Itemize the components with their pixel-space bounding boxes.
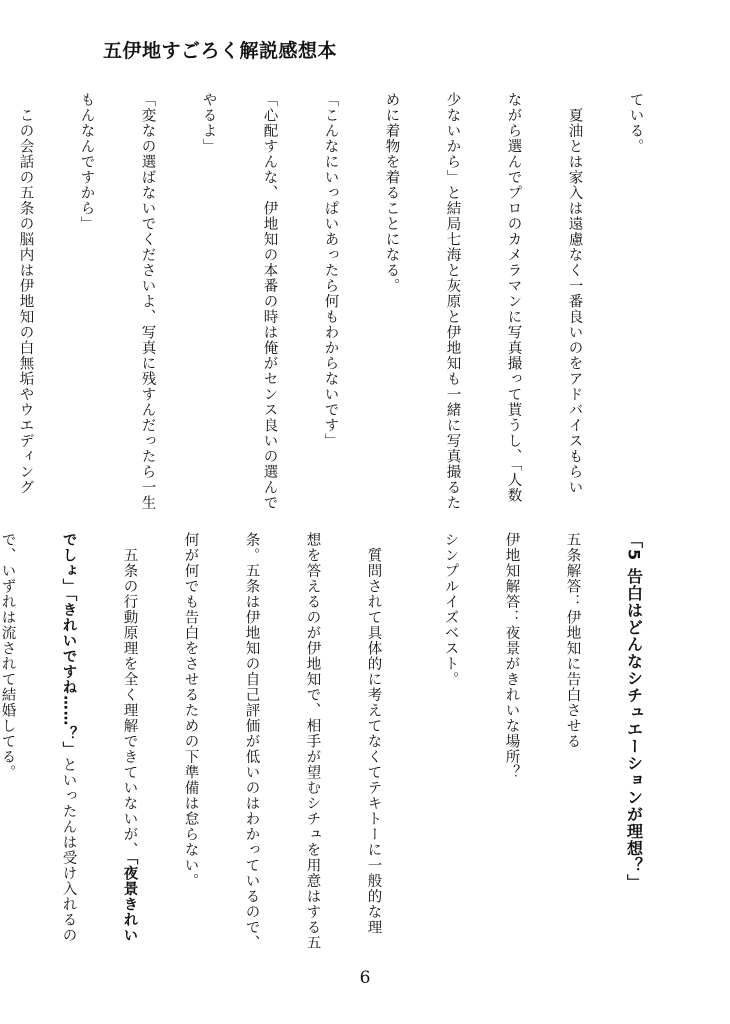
text-fragment: といったんは受け入れるの: [60, 757, 77, 944]
text-line: 「こんなにいっぱいあったら何もわからないです」: [322, 92, 339, 449]
question-5-heading: 「5 告白はどんなシチュエーションが理想？」: [624, 532, 644, 891]
text-line: [53, 532, 84, 962]
text-line: やるよ」: [200, 92, 217, 154]
text-line: [114, 532, 145, 962]
emphasis-text: でしょ」「きれいですね……？」: [60, 532, 77, 758]
text-line: もんなんですから」: [78, 92, 95, 232]
top-text-section: [17, 92, 681, 522]
text-line: ている。: [627, 92, 644, 154]
lead-line: シンプルイズベスト。: [442, 532, 459, 687]
text-line: この会話の五条の脳内は伊地知の白無垢やウエディング: [17, 92, 34, 495]
text-line: 条。五条は伊地知の自己評価が低いのはわかっているので、: [243, 532, 260, 951]
page-number: 6: [359, 968, 371, 988]
text-line: ながら選んでプロのカメラマンに写真撮って貰うし、「人数: [505, 92, 522, 504]
text-line: 質問されて具体的に考えてなくてテキトーに一般的な理: [365, 532, 382, 935]
text-line: 「心配すんな、伊地知の本番の時は俺がセンス良いの選んで: [261, 92, 278, 511]
text-line: 想を答えるのが伊地知で、相手が望むシチュを用意はする五: [304, 532, 321, 951]
text-line: 夏油とは家入は遠慮なく一番良いのをアドバイスもらい: [566, 92, 583, 495]
answer-line: 五条解答：伊地知に告白させる: [564, 532, 581, 749]
text-line: 少ないから」と結局七海と灰原と伊地知も一緒に写真撮るた: [444, 92, 461, 511]
text-fragment: 五条の行動原理を全く理解できていないが、: [121, 532, 138, 858]
bottom-text-section: [0, 532, 679, 962]
text-line: めに着物を着ることになる。: [383, 92, 400, 294]
text-line: 「変なの選ばないでくださいよ、写真に残すんだったら一生: [139, 92, 156, 511]
text-line: で、いずれは流されて結婚してる。: [0, 532, 16, 780]
answer-line: 伊地知解答：夜景がきれいな場所？: [503, 532, 520, 780]
emphasis-text: 「夜景きれい: [121, 857, 138, 944]
page-title: 五伊地すごろく解説感想本: [103, 40, 338, 62]
text-line: 何が何でも告白をさせるための下準備は怠らない。: [182, 532, 199, 889]
